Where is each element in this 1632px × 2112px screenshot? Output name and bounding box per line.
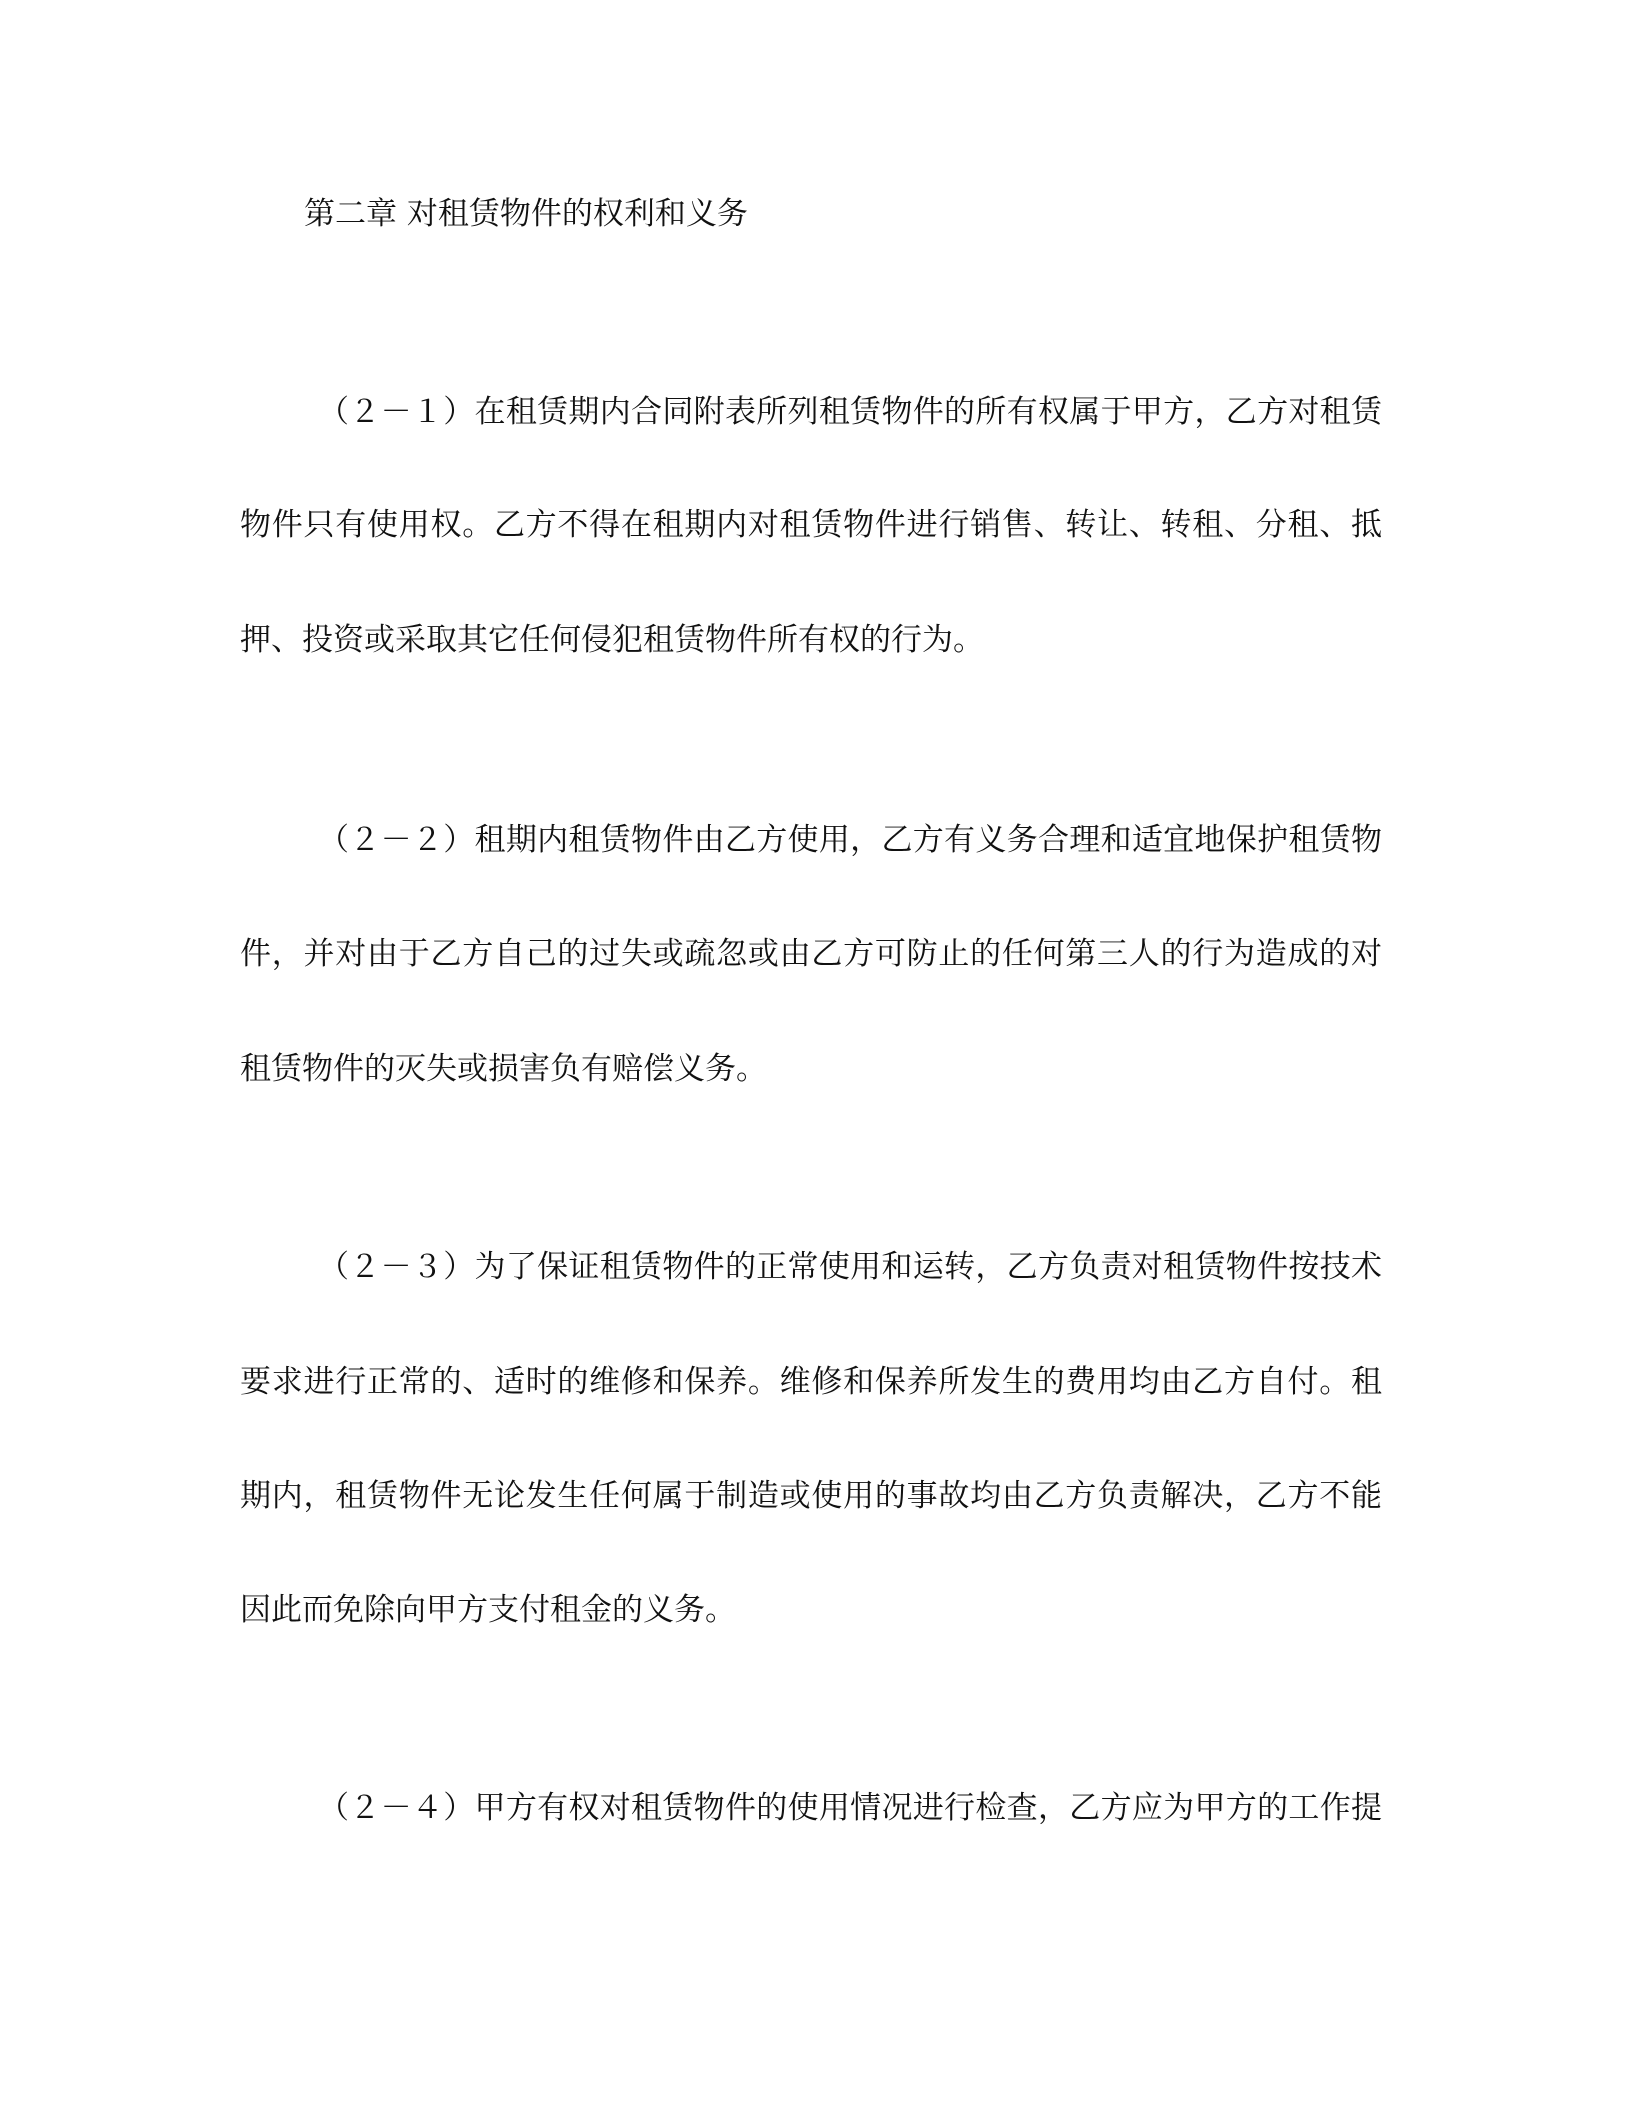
clause-2-3-line-1: （２－３）为了保证租赁物件的正常使用和运转，乙方负责对租赁物件按技术	[318, 1249, 1382, 1285]
clause-2-2-line-1: （２－２）租期内租赁物件由乙方使用，乙方有义务合理和适宜地保护租赁物	[318, 822, 1382, 858]
clause-2-1-line-1: （２－１）在租赁期内合同附表所列租赁物件的所有权属于甲方，乙方对租赁	[318, 394, 1382, 430]
chapter-title: 第二章 对租赁物件的权利和义务	[304, 196, 748, 232]
clause-2-2-line-3: 租赁物件的灭失或损害负有赔偿义务。	[240, 1051, 767, 1087]
clause-2-3-line-4: 因此而免除向甲方支付租金的义务。	[240, 1592, 736, 1628]
clause-2-3-line-2: 要求进行正常的、适时的维修和保养。维修和保养所发生的费用均由乙方自付。租	[240, 1364, 1382, 1400]
clause-2-3-line-3: 期内，租赁物件无论发生任何属于制造或使用的事故均由乙方负责解决，乙方不能	[240, 1478, 1382, 1514]
clause-2-2-line-2: 件，并对由于乙方自己的过失或疏忽或由乙方可防止的任何第三人的行为造成的对	[240, 936, 1382, 972]
clause-2-1-line-2: 物件只有使用权。乙方不得在租期内对租赁物件进行销售、转让、转租、分租、抵	[240, 507, 1382, 543]
clause-2-1-line-3: 押、投资或采取其它任何侵犯租赁物件所有权的行为。	[240, 622, 984, 658]
clause-2-4-line-1: （２－４）甲方有权对租赁物件的使用情况进行检查，乙方应为甲方的工作提	[318, 1790, 1382, 1826]
